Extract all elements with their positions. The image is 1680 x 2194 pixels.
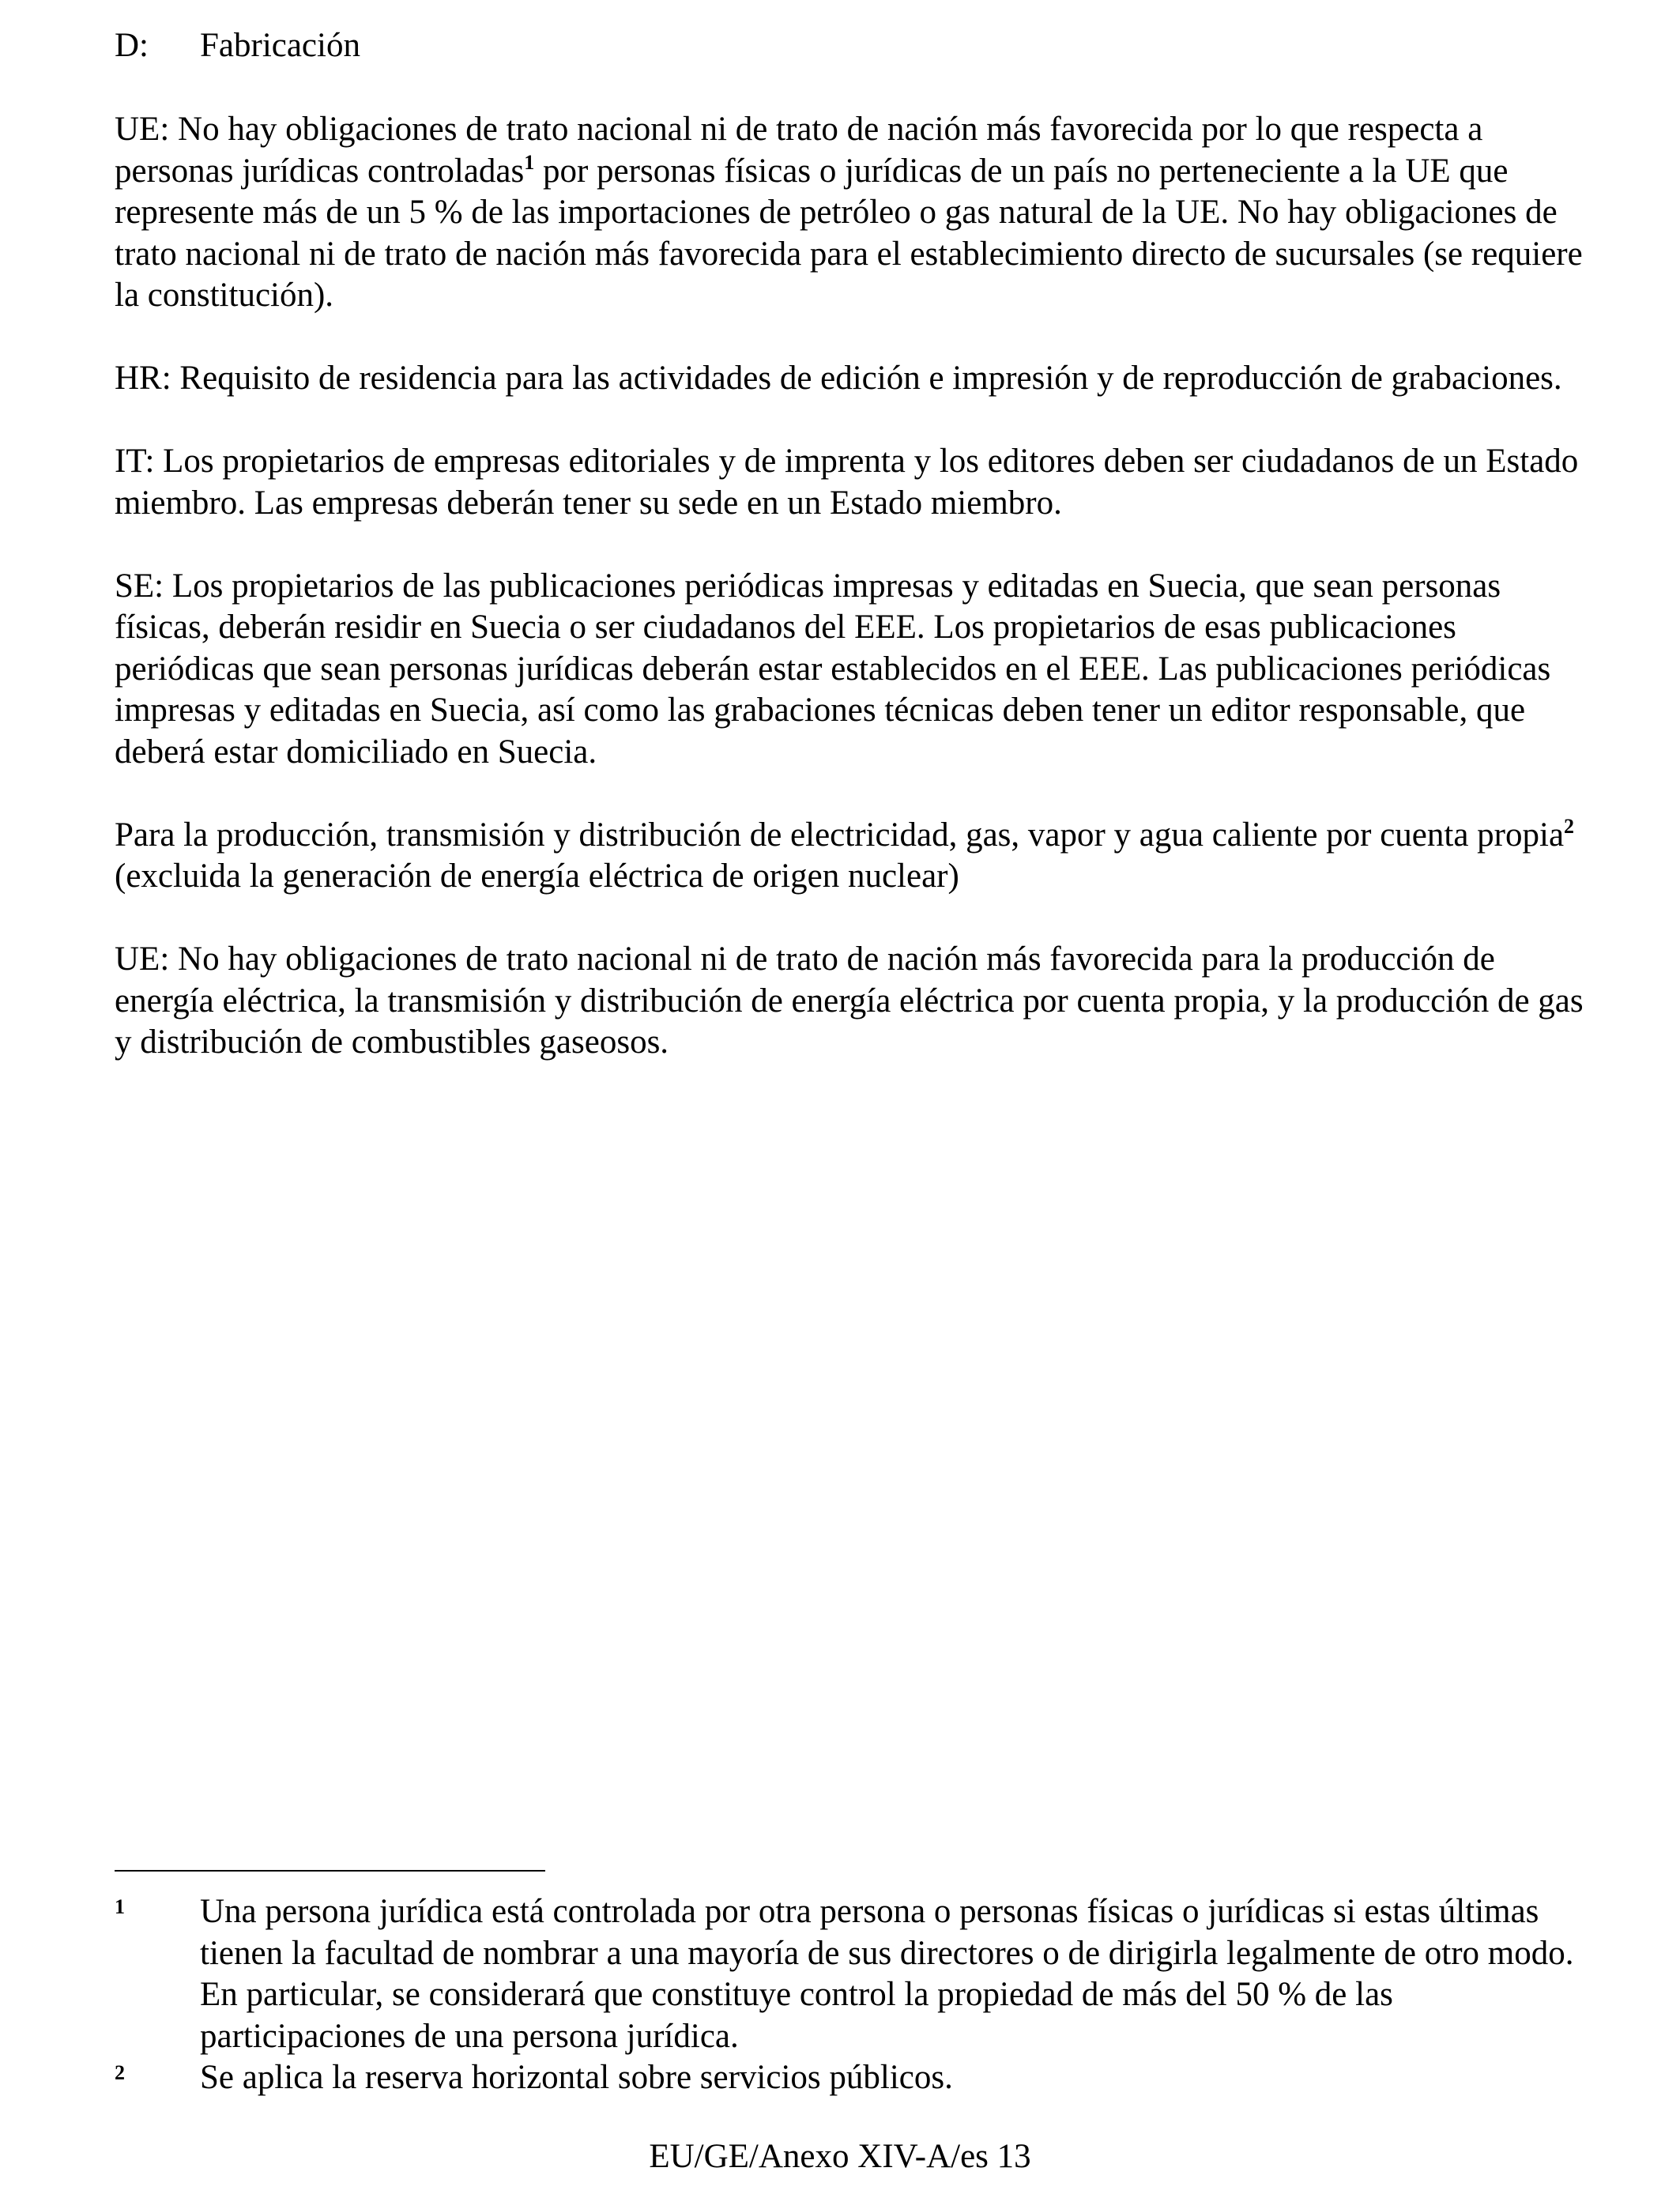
footnote-2: [115, 2057, 1586, 2099]
page-identifier: EU/GE/Anexo XIV-A/es 13: [649, 2138, 1031, 2175]
section-letter: D:: [115, 27, 149, 64]
paragraph-text: UE: No hay obligaciones de trato nacional ni de trato de nación más favorecida por lo que respecta a personas jurídicas controladas: [115, 111, 1483, 190]
footnote-number: 1: [115, 1895, 125, 1918]
footnote-divider: [115, 1870, 545, 1872]
document-body: [115, 109, 1586, 1105]
footnote-number: 2: [115, 2061, 125, 2084]
footnote-reference-2[interactable]: 2: [1564, 814, 1575, 838]
footnote-text: Se aplica la reserva horizontal sobre servicios públicos.: [200, 2059, 953, 2096]
paragraph-ue-controlled-entities: [115, 109, 1586, 317]
section-title: Fabricación: [200, 27, 360, 64]
paragraph-it: IT: Los propietarios de empresas editoriales y de imprenta y los editores deben ser ciudadanos de un Estado miembro. Las empresas deberán tener su sede en un Estado miembro.: [115, 443, 1579, 522]
paragraph-se: SE: Los propietarios de las publicaciones periódicas impresas y editadas en Suecia, que sean personas físicas, deberán residir en Suecia o ser ciudadanos del EEE. Los propietarios de esas publicaciones periódicas que sean personas jurídicas deberán estar establecidos en el EEE. Las publicaciones periódicas impresas y editadas en Suecia, así como las grabaciones técnicas deben tener un editor responsable, que deberá estar domiciliado en Suecia.: [115, 567, 1551, 771]
paragraph-text: por personas físicas o jurídicas de un país no perteneciente a la UE que represente más de un 5 % de las importaciones de petróleo o gas natural de la UE. No hay obligaciones de trato nacional ni de trato de nación más favorecida para el establecimiento directo de sucursales (se requiere la constitución).: [115, 152, 1583, 314]
footnotes: [115, 1891, 1586, 2099]
paragraph-text: Para la producción, transmisión y distribución de electricidad, gas, vapor y agua caliente por cuenta propia: [115, 816, 1565, 854]
paragraph-energy-subheading: [115, 815, 1586, 898]
section-heading: [115, 25, 360, 66]
footnote-reference-1[interactable]: 1: [524, 150, 535, 174]
paragraph-ue-energy: UE: No hay obligaciones de trato nacional ni de trato de nación más favorecida para la producción de energía eléctrica, la transmisión y distribución de energía eléctrica por cuenta propia, y la producción de gas y distribución de combustibles gaseosos.: [115, 941, 1584, 1061]
paragraph-hr: HR: Requisito de residencia para las actividades de edición e impresión y de reproducción de grabaciones.: [115, 360, 1562, 397]
paragraph-text: (excluida la generación de energía eléctrica de origen nuclear): [115, 858, 959, 895]
footnote-text: Una persona jurídica está controlada por otra persona o personas físicas o jurídicas si estas últimas tienen la facultad de nombrar a una mayoría de sus directores o de dirigirla legalmente de otro modo. En particular, se considerará que constituye control la propiedad de más del 50 % de las participaciones de una persona jurídica.: [200, 1893, 1574, 2055]
footnote-1: [115, 1891, 1586, 2057]
